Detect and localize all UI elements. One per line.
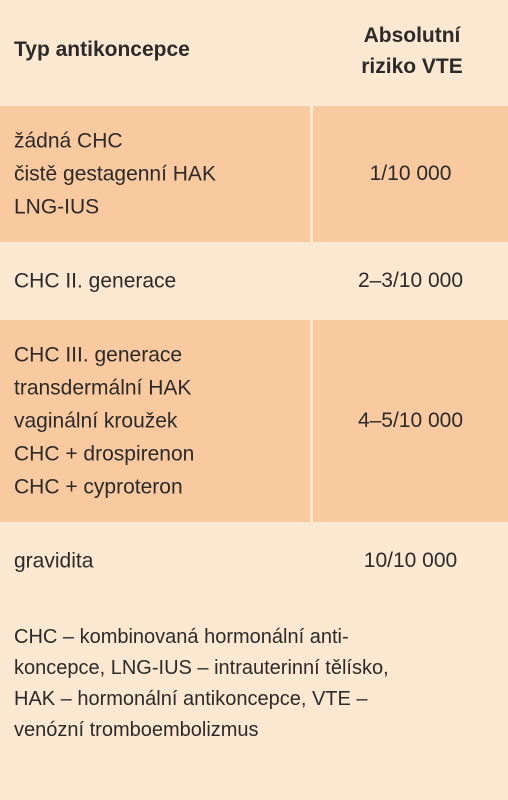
table-footnote — [14, 622, 500, 746]
header-contraception-type: Typ antikoncepce — [14, 38, 190, 61]
cell-text: vaginální kroužek — [14, 409, 178, 433]
cell-contraception-type — [0, 242, 310, 320]
cell-risk — [313, 242, 508, 320]
cell-risk-value: 2–3/10 000 — [357, 269, 464, 292]
table-row — [0, 242, 508, 320]
header-absolute-risk-line2: riziko VTE — [361, 55, 463, 78]
cell-text: CHC II. generace — [14, 269, 177, 293]
header-absolute-risk — [316, 20, 508, 82]
cell-risk — [313, 522, 508, 600]
cell-text: CHC + cyproteron — [14, 475, 183, 499]
table-row — [0, 106, 508, 242]
cell-text: transdermální HAK — [14, 376, 192, 400]
cell-contraception-type — [0, 522, 310, 600]
footnote-line: venózní tromboembolizmus — [14, 719, 259, 741]
cell-risk-value: 4–5/10 000 — [357, 409, 464, 432]
cell-risk-value: 10/10 000 — [363, 549, 458, 572]
cell-text: žádná CHC — [14, 129, 123, 153]
cell-text: LNG-IUS — [14, 195, 100, 219]
cell-risk-value: 1/10 000 — [369, 162, 452, 185]
footnote-line: HAK – hormonální antikoncepce, VTE – — [14, 688, 368, 710]
cell-text: CHC III. generace — [14, 343, 183, 367]
cell-text: gravidita — [14, 549, 94, 573]
cell-text: CHC + drospirenon — [14, 442, 195, 466]
table-header — [0, 0, 508, 106]
cell-contraception-type — [0, 106, 310, 242]
table-row — [0, 522, 508, 600]
table-row — [0, 320, 508, 522]
footnote-line: koncepce, LNG-IUS – intrauterinní tělísko, — [14, 657, 389, 679]
header-absolute-risk-line1: Absolutní — [363, 24, 461, 47]
cell-text: čistě gestagenní HAK — [14, 162, 216, 186]
cell-risk — [313, 106, 508, 242]
cell-contraception-type — [0, 320, 310, 522]
cell-risk — [313, 320, 508, 522]
footnote-line: CHC – kombinovaná hormonální anti- — [14, 626, 349, 648]
